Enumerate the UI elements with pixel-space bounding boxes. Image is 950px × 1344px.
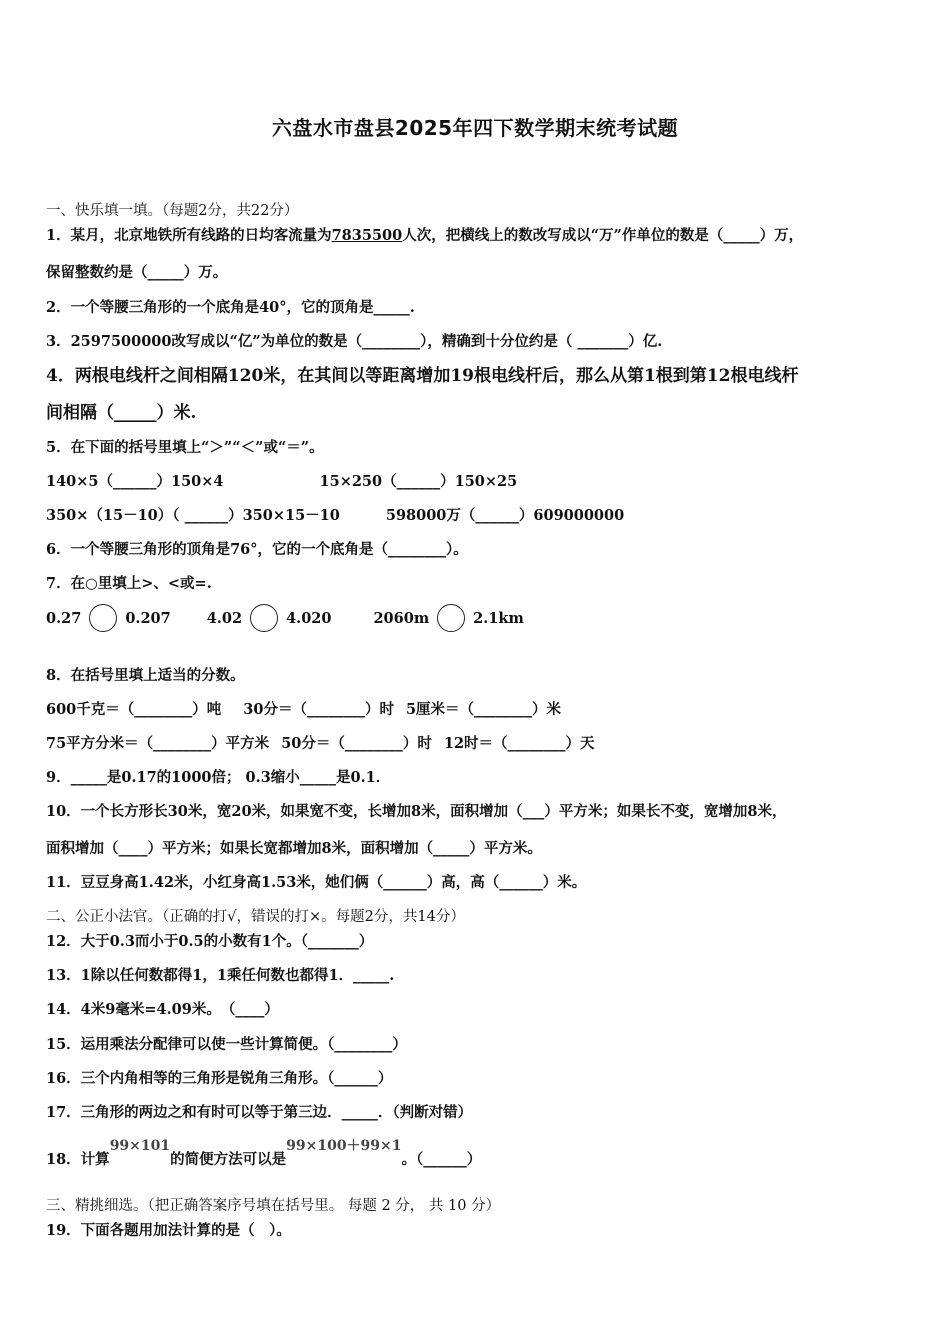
question-14: 14．4米9毫米=4.09米。 （____）	[46, 1001, 279, 1018]
q5-r2-a: 350×（15－10）（ ______）350×15－10	[46, 507, 340, 524]
question-4-line-2: 间相隔（_____）米.	[46, 403, 197, 423]
question-17: 17．三角形的两边之和有时可以等于第三边．_____．（判断对错）	[46, 1104, 473, 1121]
question-13: 13．1除以任何数都得1，1乘任何数也都得1．_____.	[46, 967, 395, 984]
q8-r1-a: 600千克＝（________）吨	[46, 701, 222, 718]
question-15: 15．运用乘法分配律可以使一些计算简便。（________）	[46, 1036, 407, 1053]
question-11: 11．豆豆身高1.42米，小红身高1.53米，她们俩（______）高，高（______）米。	[46, 874, 587, 891]
q5-r1-b: 15×250（______）150×25	[319, 473, 518, 490]
q7-item-5: 2060m	[373, 610, 430, 627]
question-4-line-1: 4．两根电线杆之间相隔120米，在其间以等距离增加19根电线杆后，那么从第1根到第12根电线杆	[46, 366, 799, 386]
question-16: 16．三个内角相等的三角形是锐角三角形。（______）	[46, 1070, 393, 1087]
question-8-row-1	[46, 700, 561, 720]
q1-underlined-number: 7835500	[331, 227, 403, 244]
question-10-line-2: 面积增加（____）平方米；如果长宽都增加8米，面积增加（_____）平方米。	[46, 840, 542, 857]
blank-circle-3[interactable]	[437, 604, 465, 632]
question-2: 2．一个等腰三角形的一个底角是40°，它的顶角是_____.	[46, 299, 415, 316]
question-10-line-1: 10．一个长方形长30米，宽20米，如果宽不变，长增加8米，面积增加（___）平方米；如果长不变，宽增加8米，	[46, 803, 787, 820]
q7-item-1: 0.27	[46, 610, 82, 627]
q18-text-c: 。（______）	[401, 1151, 482, 1168]
q5-r1-a: 140×5（______）150×4	[46, 473, 224, 490]
question-5-row-2	[46, 506, 624, 526]
question-7: 7．在○里填上>、<或=.	[46, 575, 212, 592]
question-12: 12．大于0.3而小于0.5的小数有1个。（_______）	[46, 933, 374, 950]
question-19: 19．下面各题用加法计算的是（ ）。	[46, 1222, 291, 1239]
section-2-header: 二、公正小法官。（正确的打√，错误的打×。每题2分，共14分）	[46, 909, 465, 925]
question-7-comparisons	[46, 602, 524, 636]
q18-expression-1: 99×101	[109, 1138, 171, 1154]
question-8-row-2	[46, 734, 595, 754]
section-3-header: 三、精挑细选。（把正确答案序号填在括号里。 每题 2 分， 共 10 分）	[46, 1198, 501, 1214]
q18-text-b: 的简便方法可以是	[170, 1151, 287, 1168]
q8-r1-b: 30分＝（________）时	[243, 701, 394, 718]
blank-circle-2[interactable]	[250, 604, 278, 632]
question-18	[46, 1138, 482, 1170]
q7-item-2: 0.207	[125, 610, 171, 627]
q1-text-b: 人次，把横线上的数改写成以“万”作单位的数是（_____）万，	[402, 227, 804, 244]
q18-text-a: 18．计算	[46, 1151, 110, 1168]
page-title: 六盘水市盘县2025年四下数学期末统考试题	[271, 116, 679, 140]
q1-text-a: 1．某月，北京地铁所有线路的日均客流量为	[46, 227, 332, 244]
question-5-row-1	[46, 472, 517, 492]
question-8: 8．在括号里填上适当的分数。	[46, 667, 245, 684]
question-5: 5．在下面的括号里填上“＞”“＜”或“＝”。	[46, 439, 324, 456]
q18-expression-2: 99×100＋99×1	[286, 1138, 402, 1154]
question-3: 3．2597500000改写成以“亿”为单位的数是（________），精确到十分位约是（ _______）亿.	[46, 333, 663, 350]
question-9: 9．_____是0.17的1000倍； 0.3缩小_____是0.1．	[46, 769, 391, 786]
q5-r2-b: 598000万（______）609000000	[385, 507, 625, 524]
q8-r1-c: 5厘米＝（________）米	[405, 701, 562, 718]
question-6: 6．一个等腰三角形的顶角是76°，它的一个底角是（________）。	[46, 541, 468, 558]
question-1	[46, 226, 803, 246]
q7-item-6: 2.1km	[473, 610, 524, 627]
question-1-line-2: 保留整数约是（_____）万。	[46, 264, 228, 281]
q8-r2-b: 50分＝（________）时	[281, 735, 432, 752]
q7-item-4: 4.020	[286, 610, 332, 627]
q8-r2-a: 75平方分米＝（________）平方米	[46, 735, 270, 752]
blank-circle-1[interactable]	[89, 604, 117, 632]
section-1-header: 一、快乐填一填。（每题2分，共22分）	[46, 203, 299, 219]
q7-item-3: 4.02	[206, 610, 243, 627]
q8-r2-c: 12时＝（________）天	[443, 735, 595, 752]
